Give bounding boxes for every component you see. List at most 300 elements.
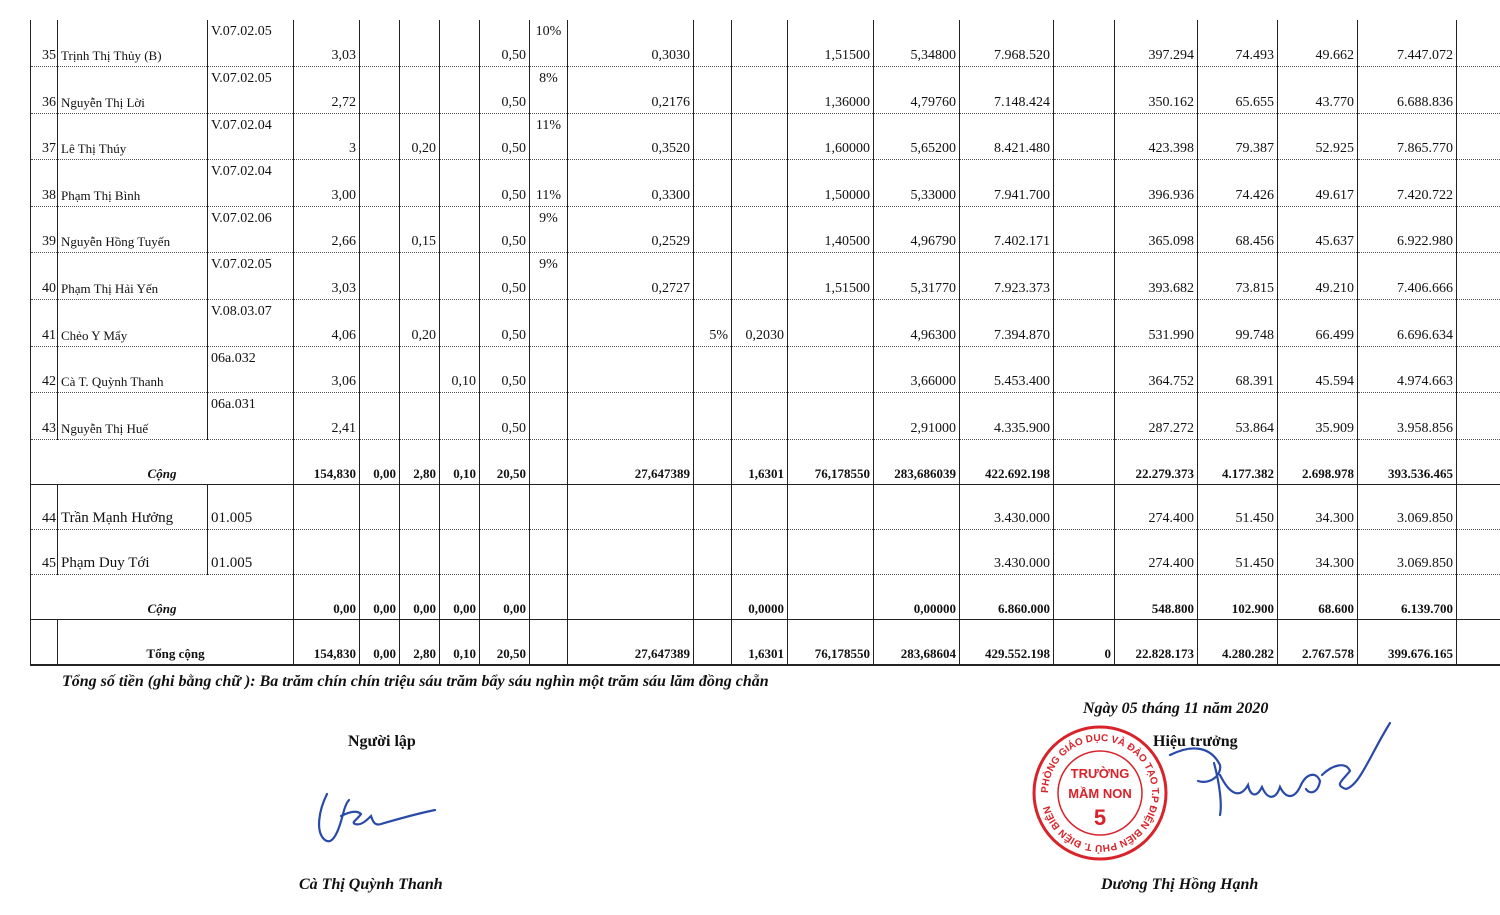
cell: 66.499	[1278, 300, 1358, 347]
seniority-percent	[530, 346, 568, 393]
cell: 2.767.578	[1278, 620, 1358, 665]
cell	[480, 485, 530, 530]
seniority-percent: 9%	[530, 206, 568, 253]
employee-name: Phạm Thị Hải Yến	[58, 253, 208, 300]
cell: 45.637	[1278, 206, 1358, 253]
cell: 4.335.900	[960, 393, 1054, 440]
row-number: 43	[31, 393, 58, 440]
cell	[1054, 253, 1115, 300]
table-row	[31, 346, 1500, 393]
cell	[1457, 160, 1500, 207]
principal-name: Dương Thị Hồng Hạnh	[1101, 876, 1259, 893]
cell	[1457, 300, 1500, 347]
cell: 4.177.382	[1198, 439, 1278, 484]
cell	[788, 393, 874, 440]
table-row	[31, 113, 1500, 160]
table-row	[31, 485, 1500, 530]
cell: 0,00000	[874, 575, 960, 620]
cell	[788, 530, 874, 575]
cell	[788, 575, 874, 620]
cell: 0,00	[294, 575, 360, 620]
cell: 393.682	[1115, 253, 1198, 300]
cell	[694, 575, 732, 620]
cell: 423.398	[1115, 113, 1198, 160]
cell: 0,20	[400, 113, 440, 160]
cell	[732, 206, 788, 253]
cell: 6.860.000	[960, 575, 1054, 620]
salary-coefficient: 3,00	[294, 160, 360, 207]
cell	[360, 530, 400, 575]
cell	[440, 160, 480, 207]
cell	[400, 20, 440, 67]
seniority-percent	[530, 300, 568, 347]
cell	[360, 253, 400, 300]
school-stamp-seal	[1030, 723, 1170, 863]
cell: 5.453.400	[960, 346, 1054, 393]
cell: 0,3300	[568, 160, 694, 207]
cell	[400, 253, 440, 300]
cell: 283,68604	[874, 620, 960, 665]
subtotal-label: Cộng	[31, 439, 294, 484]
cell	[568, 575, 694, 620]
cell	[440, 530, 480, 575]
cell	[360, 485, 400, 530]
cell: 429.552.198	[960, 620, 1054, 665]
cell	[1054, 575, 1115, 620]
grade-code: 01.005	[208, 530, 294, 575]
preparer-title: Người lập	[348, 733, 416, 750]
cell: 0,2727	[568, 253, 694, 300]
cell: 22.279.373	[1115, 439, 1198, 484]
cell	[530, 439, 568, 484]
grade-code: 06a.032	[208, 346, 294, 393]
cell	[694, 530, 732, 575]
grand-total-row	[31, 620, 1500, 665]
cell: 0,15	[400, 206, 440, 253]
cell: 0,2030	[732, 300, 788, 347]
cell: 7.148.424	[960, 67, 1054, 114]
cell: 0,3520	[568, 113, 694, 160]
cell: 0,50	[480, 393, 530, 440]
row-number: 41	[31, 300, 58, 347]
cell	[788, 300, 874, 347]
cell: 76,178550	[788, 439, 874, 484]
cell: 4.280.282	[1198, 620, 1278, 665]
seniority-percent: 10%	[530, 20, 568, 67]
cell: 1,6301	[732, 620, 788, 665]
cell: 154,830	[294, 620, 360, 665]
grade-code: V.07.02.05	[208, 253, 294, 300]
row-number: 40	[31, 253, 58, 300]
cell	[530, 485, 568, 530]
employee-name: Trịnh Thị Thủy (B)	[58, 20, 208, 67]
salary-table	[30, 20, 1500, 666]
salary-coefficient: 2,72	[294, 67, 360, 114]
cell: 51.450	[1198, 530, 1278, 575]
cell	[788, 346, 874, 393]
preparer-name: Cà Thị Quỳnh Thanh	[299, 876, 443, 893]
cell: 49.210	[1278, 253, 1358, 300]
employee-name: Lê Thị Thúy	[58, 113, 208, 160]
cell: 5,65200	[874, 113, 960, 160]
cell	[440, 485, 480, 530]
cell	[694, 346, 732, 393]
table-row	[31, 20, 1500, 67]
cell	[440, 206, 480, 253]
cell: 1,50000	[788, 160, 874, 207]
cell: 364.752	[1115, 346, 1198, 393]
cell	[1054, 393, 1115, 440]
svg-text:TRƯỜNG: TRƯỜNG	[1070, 766, 1130, 781]
cell	[788, 485, 874, 530]
cell: 68.600	[1278, 575, 1358, 620]
cell	[400, 67, 440, 114]
cell: 99.748	[1198, 300, 1278, 347]
cell: 8.421.480	[960, 113, 1054, 160]
cell	[1054, 20, 1115, 67]
cell: 65.655	[1198, 67, 1278, 114]
cell	[530, 620, 568, 665]
row-number: 39	[31, 206, 58, 253]
cell: 0,50	[480, 113, 530, 160]
cell: 274.400	[1115, 530, 1198, 575]
cell: 2,80	[400, 439, 440, 484]
cell	[694, 160, 732, 207]
cell	[530, 530, 568, 575]
salary-coefficient: 2,41	[294, 393, 360, 440]
cell	[1457, 253, 1500, 300]
cell: 3.430.000	[960, 485, 1054, 530]
salary-coefficient: 3,06	[294, 346, 360, 393]
cell: 0,50	[480, 300, 530, 347]
cell	[1457, 113, 1500, 160]
cell	[568, 346, 694, 393]
cell	[1457, 620, 1500, 665]
cell: 7.402.171	[960, 206, 1054, 253]
cell: 365.098	[1115, 206, 1198, 253]
cell: 74.493	[1198, 20, 1278, 67]
cell	[732, 253, 788, 300]
cell: 7.968.520	[960, 20, 1054, 67]
subtotal-row-1	[31, 439, 1500, 484]
cell: 68.391	[1198, 346, 1278, 393]
cell	[1054, 530, 1115, 575]
cell: 393.536.465	[1358, 439, 1457, 484]
grade-code: V.07.02.06	[208, 206, 294, 253]
cell: 4,96790	[874, 206, 960, 253]
cell	[360, 160, 400, 207]
cell: 20,50	[480, 620, 530, 665]
cell: 3.069.850	[1358, 485, 1457, 530]
cell	[1054, 206, 1115, 253]
cell	[874, 485, 960, 530]
cell: 0,00	[480, 575, 530, 620]
cell	[360, 20, 400, 67]
cell: 5,33000	[874, 160, 960, 207]
cell	[732, 393, 788, 440]
cell	[732, 67, 788, 114]
cell: 0,50	[480, 67, 530, 114]
cell: 0,50	[480, 346, 530, 393]
cell	[732, 485, 788, 530]
cell	[360, 300, 400, 347]
cell	[694, 253, 732, 300]
preparer-signature	[305, 780, 445, 850]
cell: 396.936	[1115, 160, 1198, 207]
cell	[694, 67, 732, 114]
cell: 1,6301	[732, 439, 788, 484]
cell: 548.800	[1115, 575, 1198, 620]
cell	[294, 485, 360, 530]
cell: 5,31770	[874, 253, 960, 300]
cell: 1,36000	[788, 67, 874, 114]
cell: 0,50	[480, 253, 530, 300]
cell: 53.864	[1198, 393, 1278, 440]
row-number: 42	[31, 346, 58, 393]
cell: 531.990	[1115, 300, 1198, 347]
cell	[440, 393, 480, 440]
cell	[568, 300, 694, 347]
cell	[360, 206, 400, 253]
cell	[1457, 530, 1500, 575]
cell	[1457, 485, 1500, 530]
cell: 0,00	[360, 575, 400, 620]
seniority-percent: 11%	[530, 160, 568, 207]
table-row	[31, 393, 1500, 440]
cell: 0,50	[480, 160, 530, 207]
sign-date: Ngày 05 tháng 11 năm 2020	[1083, 700, 1269, 717]
cell	[440, 113, 480, 160]
cell	[1457, 20, 1500, 67]
cell: 0,10	[440, 346, 480, 393]
salary-coefficient: 2,66	[294, 206, 360, 253]
cell: 287.272	[1115, 393, 1198, 440]
employee-name: Trần Mạnh Hưởng	[58, 485, 208, 530]
cell	[694, 620, 732, 665]
cell	[360, 67, 400, 114]
cell: 0,00	[440, 575, 480, 620]
cell: 6.688.836	[1358, 67, 1457, 114]
table-row	[31, 206, 1500, 253]
cell: 0,00	[400, 575, 440, 620]
salary-coefficient: 3,03	[294, 253, 360, 300]
cell	[1457, 393, 1500, 440]
cell	[694, 20, 732, 67]
cell	[440, 67, 480, 114]
seniority-percent: 8%	[530, 67, 568, 114]
cell: 4,96300	[874, 300, 960, 347]
table-row	[31, 67, 1500, 114]
row-number: 37	[31, 113, 58, 160]
cell	[1054, 346, 1115, 393]
cell: 102.900	[1198, 575, 1278, 620]
grade-code: V.07.02.05	[208, 67, 294, 114]
cell: 43.770	[1278, 67, 1358, 114]
cell: 52.925	[1278, 113, 1358, 160]
cell: 1,40500	[788, 206, 874, 253]
cell: 0,50	[480, 20, 530, 67]
cell: 6.696.634	[1358, 300, 1457, 347]
cell	[530, 575, 568, 620]
row-number: 38	[31, 160, 58, 207]
cell: 1,51500	[788, 20, 874, 67]
cell	[1054, 300, 1115, 347]
cell: 34.300	[1278, 530, 1358, 575]
cell: 7.923.373	[960, 253, 1054, 300]
cell: 20,50	[480, 439, 530, 484]
cell	[1457, 67, 1500, 114]
row-number: 45	[31, 530, 58, 575]
cell: 0	[1054, 620, 1115, 665]
cell: 73.815	[1198, 253, 1278, 300]
cell: 3.069.850	[1358, 530, 1457, 575]
cell: 0,10	[440, 620, 480, 665]
cell	[694, 206, 732, 253]
cell: 0,3030	[568, 20, 694, 67]
cell: 74.426	[1198, 160, 1278, 207]
cell: 2,91000	[874, 393, 960, 440]
cell	[1054, 485, 1115, 530]
cell: 154,830	[294, 439, 360, 484]
cell: 5%	[694, 300, 732, 347]
cell: 3.958.856	[1358, 393, 1457, 440]
principal-title: Hiệu trưởng	[1153, 733, 1238, 750]
amount-in-words: Tổng số tiền (ghi bằng chữ ): Ba trăm chín chín triệu sáu trăm bẩy sáu nghìn một trăm sáu lăm đồng chẵn	[62, 673, 769, 690]
cell	[400, 393, 440, 440]
cell: 1,51500	[788, 253, 874, 300]
salary-coefficient: 3,03	[294, 20, 360, 67]
cell	[568, 485, 694, 530]
cell	[440, 300, 480, 347]
employee-name: Nguyễn Hồng Tuyến	[58, 206, 208, 253]
cell	[440, 253, 480, 300]
cell	[732, 346, 788, 393]
cell	[1457, 346, 1500, 393]
cell: 0,0000	[732, 575, 788, 620]
cell	[400, 160, 440, 207]
cell: 399.676.165	[1358, 620, 1457, 665]
cell	[732, 160, 788, 207]
cell: 79.387	[1198, 113, 1278, 160]
cell: 49.662	[1278, 20, 1358, 67]
employee-name: Phạm Thị Bình	[58, 160, 208, 207]
grade-code: V.07.02.05	[208, 20, 294, 67]
cell: 22.828.173	[1115, 620, 1198, 665]
table-row	[31, 530, 1500, 575]
cell: 4.974.663	[1358, 346, 1457, 393]
grand-total-label: Tổng cộng	[58, 620, 294, 665]
cell: 0,10	[440, 439, 480, 484]
cell: 3,66000	[874, 346, 960, 393]
cell: 274.400	[1115, 485, 1198, 530]
svg-text:PHÒNG GIÁO DỤC VÀ ĐÀO TẠO T.P: PHÒNG GIÁO DỤC VÀ ĐÀO TẠO T.P ĐIỆN BIÊN PHỦ T. ĐIỆN BIÊN	[1039, 732, 1161, 854]
table-row	[31, 300, 1500, 347]
cell	[1457, 575, 1500, 620]
row-number: 35	[31, 20, 58, 67]
cell	[568, 530, 694, 575]
employee-name: Chẻo Y Mẩy	[58, 300, 208, 347]
cell: 68.456	[1198, 206, 1278, 253]
cell: 7.447.072	[1358, 20, 1457, 67]
grade-code: V.07.02.04	[208, 113, 294, 160]
cell	[1054, 113, 1115, 160]
cell	[400, 346, 440, 393]
cell: 45.594	[1278, 346, 1358, 393]
cell	[1457, 206, 1500, 253]
cell: 3.430.000	[960, 530, 1054, 575]
cell: 7.420.722	[1358, 160, 1457, 207]
cell	[360, 393, 400, 440]
cell	[360, 113, 400, 160]
salary-coefficient: 4,06	[294, 300, 360, 347]
cell	[732, 113, 788, 160]
employee-name: Phạm Duy Tới	[58, 530, 208, 575]
cell: 7.406.666	[1358, 253, 1457, 300]
cell: 5,34800	[874, 20, 960, 67]
cell	[1457, 439, 1500, 484]
cell: 0,20	[400, 300, 440, 347]
cell: 51.450	[1198, 485, 1278, 530]
cell	[732, 20, 788, 67]
row-number: 36	[31, 67, 58, 114]
cell: 0,2529	[568, 206, 694, 253]
cell: 2.698.978	[1278, 439, 1358, 484]
cell	[294, 530, 360, 575]
cell	[568, 393, 694, 440]
employee-name: Nguyễn Thị Huế	[58, 393, 208, 440]
cell: 7.394.870	[960, 300, 1054, 347]
grade-code: V.07.02.04	[208, 160, 294, 207]
seniority-percent: 11%	[530, 113, 568, 160]
cell: 27,647389	[568, 439, 694, 484]
principal-signature	[1150, 715, 1400, 855]
cell: 34.300	[1278, 485, 1358, 530]
cell: 7.865.770	[1358, 113, 1457, 160]
seniority-percent	[530, 393, 568, 440]
row-number: 44	[31, 485, 58, 530]
salary-coefficient: 3	[294, 113, 360, 160]
cell: 0,00	[360, 439, 400, 484]
cell: 0,2176	[568, 67, 694, 114]
cell: 35.909	[1278, 393, 1358, 440]
table-row	[31, 160, 1500, 207]
svg-text:MẦM NON: MẦM NON	[1068, 786, 1132, 801]
subtotal-label: Cộng	[31, 575, 294, 620]
cell	[874, 530, 960, 575]
cell	[694, 485, 732, 530]
cell: 4,79760	[874, 67, 960, 114]
cell: 422.692.198	[960, 439, 1054, 484]
cell	[480, 530, 530, 575]
table-row	[31, 253, 1500, 300]
cell	[440, 20, 480, 67]
cell	[400, 485, 440, 530]
cell	[732, 530, 788, 575]
cell: 49.617	[1278, 160, 1358, 207]
subtotal-row-2	[31, 575, 1500, 620]
cell	[694, 439, 732, 484]
cell: 76,178550	[788, 620, 874, 665]
grade-code: 01.005	[208, 485, 294, 530]
cell: 2,80	[400, 620, 440, 665]
cell: 397.294	[1115, 20, 1198, 67]
cell: 283,686039	[874, 439, 960, 484]
employee-name: Cà T. Quỳnh Thanh	[58, 346, 208, 393]
cell	[1054, 439, 1115, 484]
cell: 0,50	[480, 206, 530, 253]
grade-code: V.08.03.07	[208, 300, 294, 347]
cell: 0,00	[360, 620, 400, 665]
